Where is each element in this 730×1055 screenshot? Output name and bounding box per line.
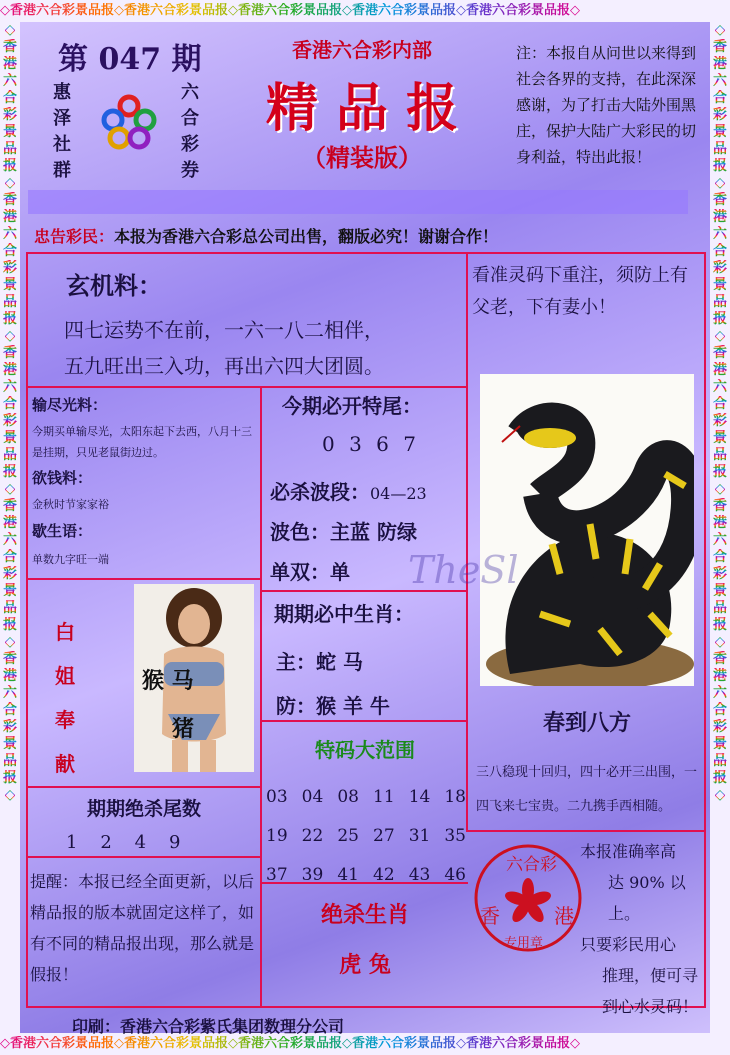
snake-photo [480,374,694,686]
saying-text: 单数九字旺一端 [32,553,109,566]
zodiac-main: 主：蛇 马 [276,650,363,674]
org-title: 香港六合彩内部 [292,38,432,62]
divider-killtail-top [26,786,262,788]
reminder-text: 提醒：本报已经全面更新，以后精品报的版本就固定这样了，如有不同的精品报出现，那么就是假报！ [30,872,255,984]
zodiac-guard: 防：猴 羊 牛 [276,694,390,718]
divider-under-xuanji [26,386,468,388]
kill-zodiac-value: 虎 兔 [339,952,391,978]
accuracy-block: 本报准确率高 达 90% 以上。 只要彩民用心 推理，便可寻 到心水灵码！ [580,842,699,1016]
banner-strip [28,190,688,214]
money-text: 金秋时节家家裕 [32,498,109,511]
lady-side-text: 白 姐 奉 献 [55,620,75,776]
stamp-bottom: 专用章 [504,936,544,951]
range-title: 特码大范围 [315,738,415,762]
spring-title: 春到八方 [542,710,631,736]
issue-number: 第 047 期 [58,42,202,77]
xuanji-heading: 玄机料： [66,271,162,300]
left-mid-block [32,394,258,567]
right-border: ◇香港六合彩景品报◇香港六合彩景品报◇香港六合彩景品报◇香港六合彩景品报◇香港六合彩景品报◇ [710,22,730,1033]
range-grid [266,778,466,895]
stamp-right: 港 [554,904,574,928]
lottery-logo [94,92,164,152]
range-row: 19 22 25 27 31 35 [266,826,466,846]
divider-reminder-top [26,856,262,858]
warning-line: 忠告彩民：本报为香港六合彩总公司出售，翻版必究！谢谢合作！ [34,227,499,246]
right-slogan: 六 合 彩 券 [181,82,199,181]
divider-accuracy-top [466,830,706,832]
color-row: 波色：主蓝 防绿 [270,520,417,544]
kill-tail-numbers: 1 2 4 9 [66,832,181,853]
stamp-top: 六合彩 [506,855,557,875]
lose-text: 今期买单输尽光，太阳东起下去西，八月十三是挂期，只见老鼠街边过。 [32,425,252,459]
saying-heading: 歇生语： [32,522,93,540]
divider-range-top [262,720,468,722]
left-slogan: 惠 泽 社 群 [53,82,71,181]
money-heading: 欲钱料： [32,469,93,487]
divider-lady-top [26,578,262,580]
lose-heading: 输尽光料： [32,396,108,414]
lady-overlay-2: 猪 [172,716,195,742]
edition-label: （精装版） [302,143,422,172]
range-row: 03 04 08 11 14 18 [266,787,466,807]
bottom-border: ◇香港六合彩景品报◇香港六合彩景品报◇香港六合彩景品报◇香港六合彩景品报◇香港六合彩景品报◇ [0,1033,730,1055]
tail-numbers: 0 3 6 7 [322,432,420,456]
kill-zodiac-title: 绝杀生肖 [320,902,409,928]
left-border: ◇香港六合彩景品报◇香港六合彩景品报◇香港六合彩景品报◇香港六合彩景品报◇香港六合彩景品报◇ [0,22,20,1033]
zodiac-title: 期期必中生肖： [274,602,414,626]
kill-tail-title: 期期绝杀尾数 [86,798,201,820]
right-top-proverb: 看准灵码下重注，须防上有父老，下有妻小！ [472,265,688,318]
tail-title: 今期必开特尾： [282,394,422,418]
founding-note: 注：本报自从问世以来得到社会各界的支持，在此深深感谢，为了打击大陆外围黑庄，保护大陆广大彩民的切身利益，特出此报！ [516,44,697,166]
printer-line: 印刷：香港六合彩紫氏集团数理分公司 [72,1017,345,1036]
parity-row: 单双：单 [270,560,350,584]
wave-row: 必杀波段：04—23 [270,480,427,504]
range-row: 37 39 41 42 43 46 [266,865,466,885]
main-title: 精 品 报 [265,78,459,139]
xuanji-poem: 四七运势不在前，一六一八二相伴， 五九旺出三入功，再出六四大团圆。 [64,318,384,378]
watermark: TheSl [408,548,519,592]
lady-overlay-1: 猴 马 [142,668,194,694]
spring-poem: 三八稳现十回归，四十必开三出围，一四飞来七宝贵。二九携手西相随。 [476,765,698,814]
stamp-left: 香 [480,904,500,928]
top-border: ◇香港六合彩景品报◇香港六合彩景品报◇香港六合彩景品报◇香港六合彩景品报◇香港六合彩景品报◇ [0,0,730,22]
